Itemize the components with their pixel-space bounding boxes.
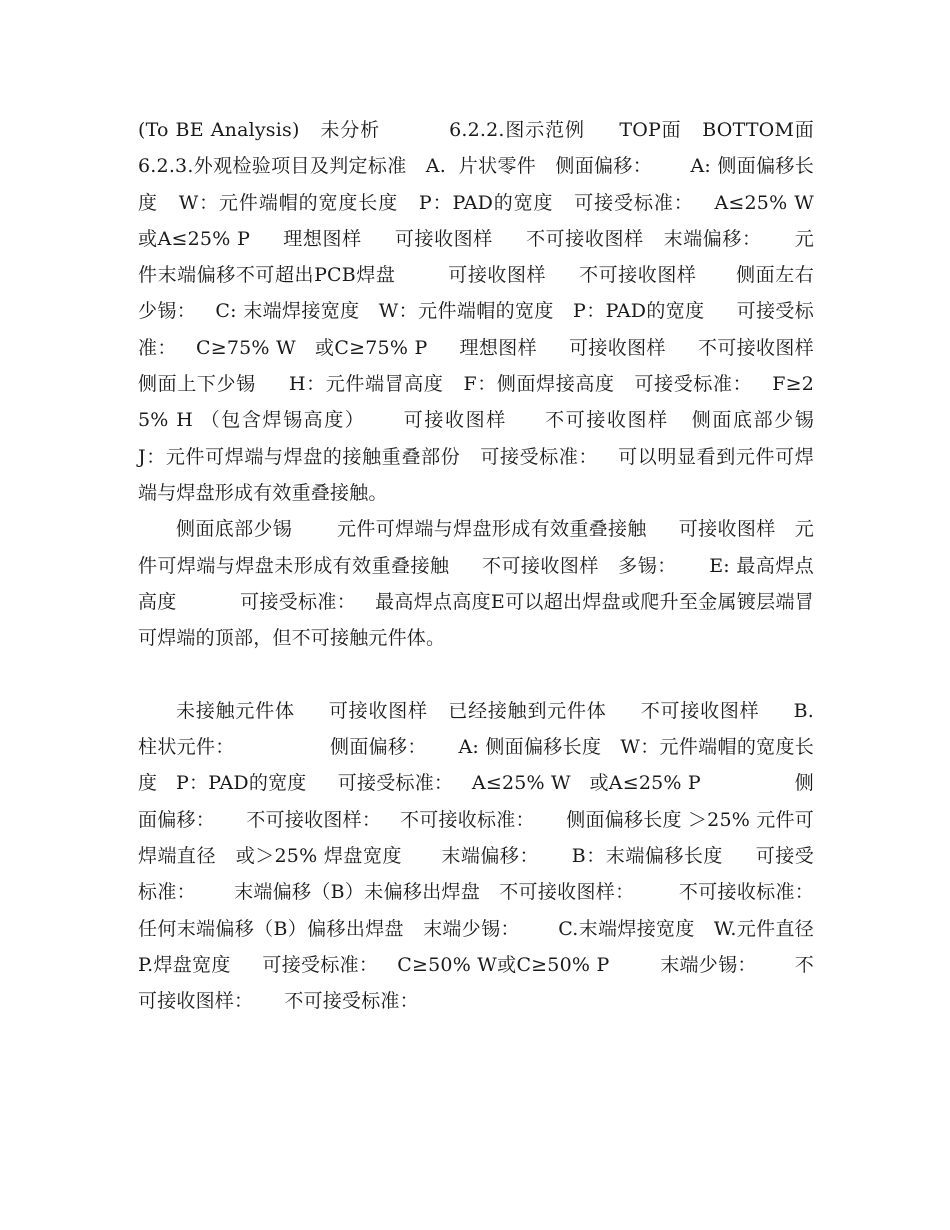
paragraph-2: 侧面底部少锡 元件可焊端与焊盘形成有效重叠接触 可接收图样 元件可焊端与焊盘未形成有效重叠接触 不可接收图样 多锡： E: 最高焊点高度 可接受标准： 最高焊点高度E可以超出焊盘或爬升至金属镀层端冒可焊端的顶部，但不可接触元件体。 <box>138 518 814 650</box>
blank-line <box>138 656 814 692</box>
document-body <box>138 112 852 1019</box>
paragraph-1: (To BE Analysis) 未分析 6.2.2.图示范例 TOP面 BOTTOM面 6.2.3.外观检验项目及判定标准 A. 片状零件 侧面偏移： A: 侧面偏移长度 W：元件端帽的宽度长度 P：PAD的宽度 可接受标准： A≤25% W 或A≤25% P 理想图样 可接收图样 不可接收图样 末端偏移： 元件末端偏移不可超出PCB焊盘 可接收图样 不可接收图样 侧面左右少锡： C: 末端焊接宽度 W：元件端帽的宽度 P：PAD的宽度 可接受标准： C≥75% W 或C≥75% P 理想图样 可接收图样 不可接收图样 侧面上下少锡 H：元件端冒高度 F：侧面焊接高度 可接受标准： F≥25% H （包含焊锡高度） 可接收图样 不可接收图样 侧面底部少锡 J：元件可焊端与焊盘的接触重叠部份 可接受标准： 可以明显看到元件可焊端与焊盘形成有效重叠接触。 <box>138 119 852 504</box>
paragraph-3: 未接触元件体 可接收图样 已经接触到元件体 不可接收图样 B. 柱状元件： 侧面偏移： A: 侧面偏移长度 W：元件端帽的宽度长度 P：PAD的宽度 可接受标准： A≤25% W 或A≤25% P 侧面偏移： 不可接收图样： 不可接收标准： 侧面偏移长度 ＞25% 元件可焊端直径 或＞25% 焊盘宽度 末端偏移： B：末端偏移长度 可接受标准： 末端偏移（B）未偏移出焊盘 不可接收图样： 不可接收标准： 任何末端偏移（B）偏移出焊盘 末端少锡： C.末端焊接宽度 W.元件直径 P.焊盘宽度 可接受标准： C≥50% W或C≥50% P 末端少锡： 不可接收图样： 不可接受标准： <box>138 699 833 1013</box>
